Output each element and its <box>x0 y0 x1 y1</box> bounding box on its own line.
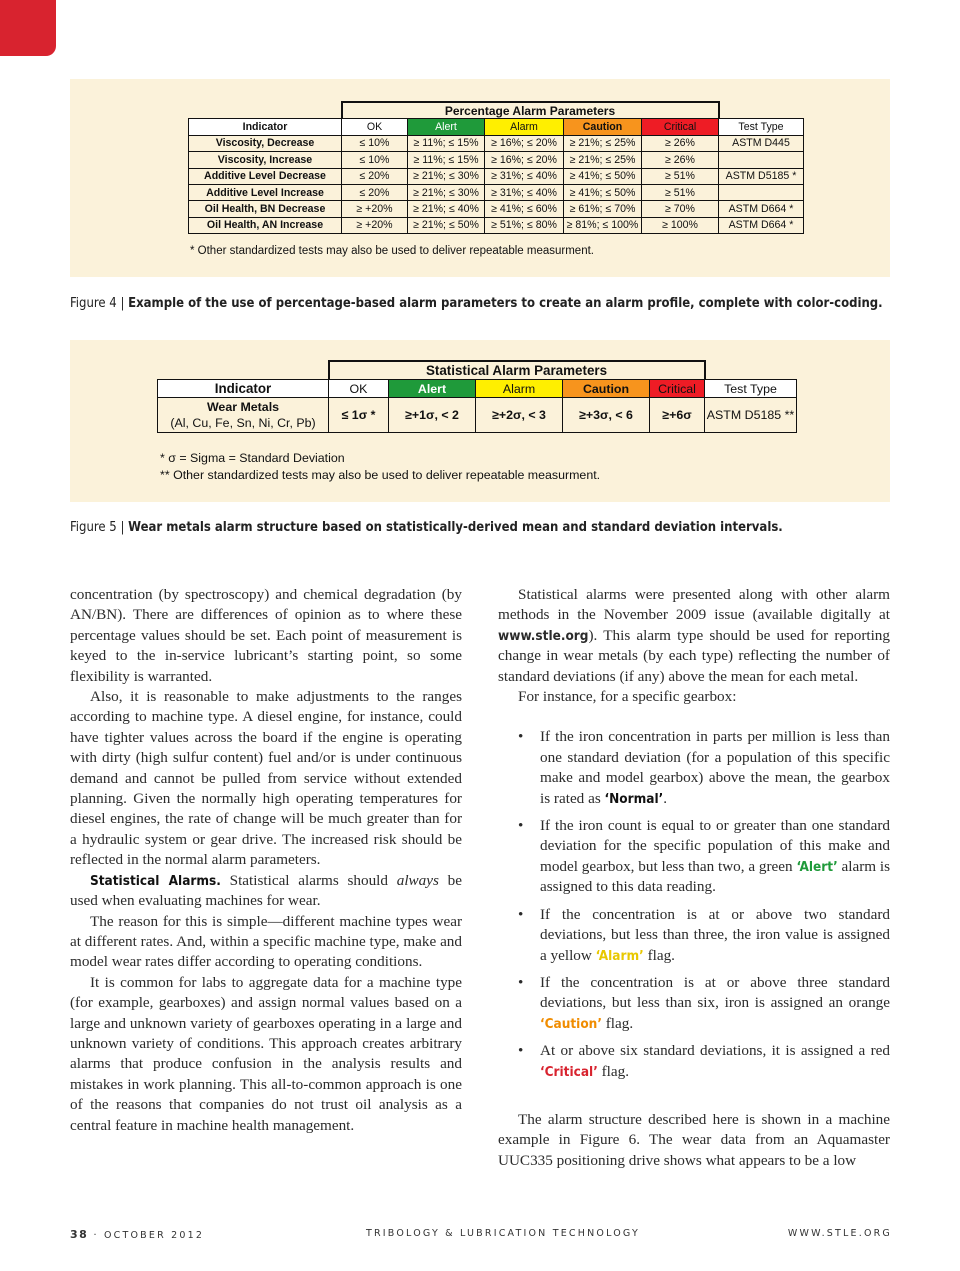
table-row <box>158 398 797 433</box>
footer-website[interactable]: WWW.STLE.ORG <box>787 1228 892 1239</box>
cell-ok: ≤ 10% <box>342 152 408 168</box>
list-item <box>498 973 890 1034</box>
text-run: If the concentration is at or above two standard deviations, but less than three, the iron value is assigned a yellow <box>540 905 890 964</box>
cell-alarm: ≥+2σ, < 3 <box>476 398 563 433</box>
table-header-row <box>189 119 804 135</box>
row-indicator: Oil Health, BN Decrease <box>189 201 342 217</box>
cell-alert: ≥ 21%; ≤ 40% <box>408 201 485 217</box>
cell-alert: ≥ 21%; ≤ 50% <box>408 217 485 233</box>
cell-test-type <box>719 152 804 168</box>
cell-caution: ≥ 21%; ≤ 25% <box>564 135 642 151</box>
text-run: flag. <box>643 946 675 964</box>
paragraph: concentration (by spectroscopy) and chemical degradation (by AN/BN). There are differences of opinion as to where these percentage values should be set. Each point of measurement is keyed to the in-service lubricant’s starting point, so some flexibility is warranted. <box>70 586 462 685</box>
cell-critical: ≥ 26% <box>642 135 719 151</box>
cell-alert: ≥ 11%; ≤ 15% <box>408 152 485 168</box>
cell-alarm: ≥ 51%; ≤ 80% <box>485 217 564 233</box>
paragraph: The alarm structure described here is shown in a machine example in Figure 6. The wear data from an Aquamaster UUC335 positioning drive shows what appears to be a low <box>498 1110 890 1169</box>
header-caution: Caution <box>564 119 642 135</box>
cell-caution: ≥ 21%; ≤ 25% <box>564 152 642 168</box>
cell-ok: ≤ 20% <box>342 184 408 200</box>
cell-critical: ≥ 51% <box>642 184 719 200</box>
cell-critical: ≥+6σ <box>650 398 705 433</box>
footer-date: OCTOBER 2012 <box>103 1230 205 1241</box>
figure-5-panel <box>70 340 890 502</box>
text-run: If the concentration is at or above three standard deviations, but less than six, iron is assigned an orange <box>540 973 890 1012</box>
cell-alert: ≥ 21%; ≤ 30% <box>408 184 485 200</box>
cell-alert: ≥ 21%; ≤ 30% <box>408 168 485 184</box>
cell-ok: ≤ 20% <box>342 168 408 184</box>
alarm-bullet-list <box>498 727 890 1082</box>
figure-5-caption <box>70 520 783 535</box>
flag-alarm: ‘Alarm’ <box>595 947 644 964</box>
row-indicator: Additive Level Decrease <box>189 168 342 184</box>
header-alert: Alert <box>389 380 476 398</box>
figure-4-caption <box>70 296 883 311</box>
header-test-type: Test Type <box>719 119 804 135</box>
header-indicator: Indicator <box>189 119 342 135</box>
run-in-heading: Statistical Alarms. <box>90 872 221 889</box>
caption-label: Figure 4 | <box>70 296 125 311</box>
page-number: 38 <box>70 1228 89 1241</box>
figure-5-note-tests: ** Other standardized tests may also be used to deliver repeatable measurment. <box>160 468 601 482</box>
row-indicator <box>158 398 329 433</box>
list-item <box>498 1041 890 1082</box>
header-test-type: Test Type <box>705 380 797 398</box>
paragraph: The reason for this is simple—different machine types wear at different rates. And, within a specific machine type, make and model wear rates differ according to operating conditions. <box>70 912 462 971</box>
table-row <box>189 152 804 168</box>
table-row <box>189 184 804 200</box>
footer-journal: TRIBOLOGY & LUBRICATION TECHNOLOGY <box>366 1228 640 1239</box>
footer-separator: · <box>88 1230 104 1241</box>
text-run: If the iron count is equal to or greater than one standard deviation for the specific population of this make and model gearbox, but less than two, a green <box>540 817 890 875</box>
right-column <box>498 585 890 1171</box>
cell-alarm: ≥ 16%; ≤ 20% <box>485 135 564 151</box>
cell-critical: ≥ 100% <box>642 217 719 233</box>
text-run: flag. <box>597 1062 630 1080</box>
cell-test-type: ASTM D445 <box>719 135 804 151</box>
header-critical: Critical <box>650 380 705 398</box>
cell-caution: ≥ 41%; ≤ 50% <box>564 184 642 200</box>
flag-caution: ‘Caution’ <box>540 1015 602 1032</box>
header-ok: OK <box>329 380 389 398</box>
table-row <box>189 217 804 233</box>
row-label-sub: (Al, Cu, Fe, Sn, Ni, Cr, Pb) <box>170 416 316 430</box>
header-ok: OK <box>342 119 408 135</box>
header-critical: Critical <box>642 119 719 135</box>
table-row <box>189 135 804 151</box>
row-indicator: Oil Health, AN Increase <box>189 217 342 233</box>
table-title: Percentage Alarm Parameters <box>342 102 719 119</box>
table-row <box>189 201 804 217</box>
cell-caution: ≥+3σ, < 6 <box>563 398 650 433</box>
row-label-main: Wear Metals <box>206 400 280 414</box>
cell-caution: ≥ 41%; ≤ 50% <box>564 168 642 184</box>
header-indicator: Indicator <box>158 380 329 398</box>
cell-critical: ≥ 26% <box>642 152 719 168</box>
cell-alarm: ≥ 31%; ≤ 40% <box>485 168 564 184</box>
cell-test-type: ASTM D664 * <box>719 217 804 233</box>
text-run: If the iron concentration in parts per million is less than one standard deviation (for a population of this specific make and model gearbox) above the mean, the gearbox is rated as <box>540 728 890 807</box>
percentage-alarm-table <box>188 101 804 234</box>
paragraph: Also, it is reasonable to make adjustments to the ranges according to machine type. A diesel engine, for instance, could have tighter values across the board if the engine is operating with dirty (high sulfur content) fuel and/or is under continuous demand and cannot be pulled from service without extended planning. Given the normally high operating temperatures for diesel engines, the rate of change will be much greater than for a hydraulic system or gear drive. The increased risk should be reflected in the normal alarm parameters. <box>70 688 462 869</box>
cell-test-type <box>719 184 804 200</box>
header-alarm: Alarm <box>485 119 564 135</box>
flag-alert: ‘Alert’ <box>796 858 838 875</box>
header-caution: Caution <box>563 380 650 398</box>
cell-critical: ≥ 70% <box>642 201 719 217</box>
text-run: be used when evaluating machines for wear. <box>70 871 463 910</box>
cell-alert: ≥ 11%; ≤ 15% <box>408 135 485 151</box>
flag-normal: ‘Normal’ <box>604 790 664 807</box>
cell-alarm: ≥ 41%; ≤ 60% <box>485 201 564 217</box>
list-item <box>498 727 890 809</box>
header-alarm: Alarm <box>476 380 563 398</box>
paragraph <box>498 585 890 687</box>
figure-5-note-sigma: * σ = Sigma = Standard Deviation <box>160 451 345 465</box>
table-header-row <box>158 380 797 398</box>
figure-4-panel <box>70 79 890 277</box>
row-indicator: Viscosity, Increase <box>189 152 342 168</box>
text-run: ). This alarm type should be used for reporting change in wear metals (by each type) reflecting the number of standard deviations (if any) above the mean for each metal. <box>498 626 890 685</box>
text-run: Statistical alarms should <box>220 871 397 889</box>
text-run: Statistical alarms were presented along with other alarm methods in the November 2009 issue (available digitally at <box>498 586 890 624</box>
list-item <box>498 905 890 966</box>
row-indicator: Additive Level Increase <box>189 184 342 200</box>
row-indicator: Viscosity, Decrease <box>189 135 342 151</box>
cell-ok: ≥ +20% <box>342 201 408 217</box>
cell-alarm: ≥ 16%; ≤ 20% <box>485 152 564 168</box>
cell-ok: ≤ 10% <box>342 135 408 151</box>
cell-caution: ≥ 81%; ≤ 100% <box>564 217 642 233</box>
text-run: alarm is assigned to this data reading. <box>540 857 891 896</box>
table-row <box>189 168 804 184</box>
text-run: At or above six standard deviations, it is assigned a red <box>540 1042 890 1060</box>
footer-page <box>70 1228 204 1241</box>
paragraph: For instance, for a specific gearbox: <box>518 688 737 706</box>
cell-test-type: ASTM D664 * <box>719 201 804 217</box>
emphasis: always <box>396 871 439 889</box>
statistical-alarm-table <box>157 360 797 433</box>
flag-critical: ‘Critical’ <box>540 1063 598 1080</box>
cell-alert: ≥+1σ, < 2 <box>389 398 476 433</box>
caption-text: Example of the use of percentage-based alarm parameters to create an alarm profile, complete with color-coding. <box>128 296 883 311</box>
cell-critical: ≥ 51% <box>642 168 719 184</box>
cell-caution: ≥ 61%; ≤ 70% <box>564 201 642 217</box>
left-column <box>70 585 462 1136</box>
paragraph-statistical-alarms <box>70 871 462 912</box>
header-alert: Alert <box>408 119 485 135</box>
text-run: flag. <box>601 1014 634 1032</box>
cell-ok: ≤ 1σ * <box>329 398 389 433</box>
text-run: . <box>663 789 668 807</box>
list-item <box>498 816 890 898</box>
cell-alarm: ≥ 31%; ≤ 40% <box>485 184 564 200</box>
cell-test-type: ASTM D5185 * <box>719 168 804 184</box>
caption-label: Figure 5 | <box>70 520 125 535</box>
cell-test-type: ASTM D5185 ** <box>705 398 797 433</box>
table-title: Statistical Alarm Parameters <box>329 361 705 380</box>
paragraph: It is common for labs to aggregate data for a machine type (for example, gearboxes) and assign normal values based on a large and unknown variety of gearboxes operating in a large and unknown variety of conditions. This approach creates arbitrary alarms that produce confusion in the analysis results and mistakes in work planning. This all-to-common approach is one of the reasons that companies do not trust oil analysis as a central feature in machine health management. <box>70 973 462 1134</box>
corner-tab <box>0 0 56 56</box>
caption-text: Wear metals alarm structure based on statistically-derived mean and standard deviation intervals. <box>128 520 783 535</box>
cell-ok: ≥ +20% <box>342 217 408 233</box>
stle-link[interactable]: www.stle.org <box>498 627 589 644</box>
figure-4-note: * Other standardized tests may also be used to deliver repeatable measurment. <box>190 245 594 257</box>
